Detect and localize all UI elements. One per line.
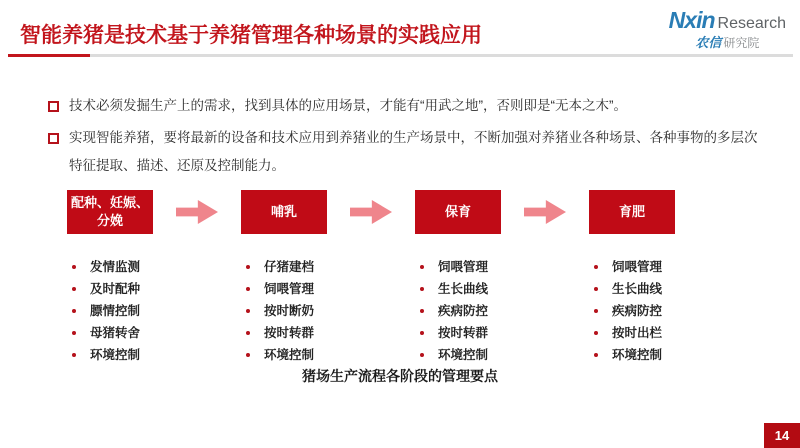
list-item <box>420 300 522 322</box>
flow-stage <box>46 190 174 366</box>
logo-brand-cn-suffix: 研究院 <box>723 36 760 51</box>
list-item-text: 生长曲线 <box>438 282 489 296</box>
dot-bullet-icon <box>420 309 424 313</box>
dot-bullet-icon <box>246 265 250 269</box>
flow-stage <box>394 190 522 366</box>
title-underline-red-segment <box>8 54 90 57</box>
arrow-right-icon <box>176 200 218 224</box>
list-item-text: 按时转群 <box>264 326 315 340</box>
list-item <box>72 322 174 344</box>
stage-box <box>67 190 153 234</box>
list-item-text: 疾病防控 <box>612 304 663 318</box>
list-item <box>420 322 522 344</box>
dot-bullet-icon <box>420 287 424 291</box>
list-item <box>594 300 696 322</box>
dot-bullet-icon <box>72 309 76 313</box>
logo-line-cn <box>669 34 786 52</box>
stage-label: 配种、妊娠、 <box>70 194 149 210</box>
arrow-right-icon <box>524 200 566 224</box>
list-item <box>420 278 522 300</box>
stage-label: 分娩 <box>96 213 123 228</box>
dot-bullet-icon <box>594 309 598 313</box>
list-item-text: 疾病防控 <box>438 304 489 318</box>
dot-bullet-icon <box>594 265 598 269</box>
dot-bullet-icon <box>246 353 250 357</box>
list-item <box>594 256 696 278</box>
list-item <box>72 344 174 366</box>
stage-label: 保育 <box>444 203 471 219</box>
logo-brand-cn: 农信 <box>695 35 722 51</box>
list-item-text: 膘情控制 <box>90 304 141 318</box>
list-item-text: 仔猪建档 <box>264 260 315 274</box>
stage-item-list <box>394 256 522 366</box>
list-item <box>420 256 522 278</box>
arrow-right-icon <box>350 200 392 224</box>
list-item-text: 饲喂管理 <box>612 260 663 274</box>
dot-bullet-icon <box>246 331 250 335</box>
flow-stage <box>568 190 696 366</box>
bullet-text: 技术必须发掘生产上的需求，找到具体的应用场景，才能有“用武之地”，否则即是“无本之木”。 <box>69 98 627 113</box>
flow-stage <box>220 190 348 366</box>
nxin-research-logo <box>669 8 786 52</box>
dot-bullet-icon <box>420 331 424 335</box>
stage-box <box>241 190 327 234</box>
list-item <box>72 256 174 278</box>
list-item <box>594 344 696 366</box>
dot-bullet-icon <box>594 353 598 357</box>
page-number-badge: 14 <box>764 423 800 448</box>
square-bullet-icon <box>48 133 59 144</box>
stage-box <box>589 190 675 234</box>
logo-line-en <box>669 8 786 33</box>
list-item-text: 生长曲线 <box>612 282 663 296</box>
list-item-text: 环境控制 <box>90 348 141 362</box>
list-item-text: 按时出栏 <box>612 326 663 340</box>
list-item-text: 环境控制 <box>438 348 489 362</box>
flow-diagram <box>46 190 696 366</box>
list-item <box>594 322 696 344</box>
bullet-item <box>48 124 760 180</box>
list-item <box>246 322 348 344</box>
list-item-text: 按时断奶 <box>264 304 315 318</box>
list-item <box>72 300 174 322</box>
logo-brand-nxin: Nxin <box>668 7 715 33</box>
list-item-text: 饲喂管理 <box>264 282 315 296</box>
dot-bullet-icon <box>246 287 250 291</box>
list-item-text: 环境控制 <box>264 348 315 362</box>
flow-caption: 猪场生产流程各阶段的管理要点 <box>302 368 498 384</box>
bullet-list <box>48 92 760 184</box>
dot-bullet-icon <box>420 353 424 357</box>
stage-item-list <box>220 256 348 366</box>
stage-item-list <box>46 256 174 366</box>
list-item <box>72 278 174 300</box>
stage-item-list <box>568 256 696 366</box>
dot-bullet-icon <box>594 287 598 291</box>
page-title: 智能养猪是技术基于养猪管理各种场景的实践应用 <box>20 24 482 47</box>
list-item <box>594 278 696 300</box>
list-item <box>246 278 348 300</box>
dot-bullet-icon <box>594 331 598 335</box>
flow-arrow <box>174 190 220 366</box>
list-item-text: 环境控制 <box>612 348 663 362</box>
title-underline-gray-segment <box>90 54 793 57</box>
dot-bullet-icon <box>246 309 250 313</box>
dot-bullet-icon <box>420 265 424 269</box>
list-item-text: 饲喂管理 <box>438 260 489 274</box>
dot-bullet-icon <box>72 265 76 269</box>
flow-arrow <box>522 190 568 366</box>
list-item <box>246 256 348 278</box>
list-item-text: 母猪转舍 <box>90 326 141 340</box>
stage-label: 哺乳 <box>270 203 297 219</box>
dot-bullet-icon <box>72 353 76 357</box>
list-item <box>420 344 522 366</box>
bullet-item <box>48 92 760 120</box>
list-item-text: 发情监测 <box>90 260 141 274</box>
square-bullet-icon <box>48 101 59 112</box>
list-item-text: 按时转群 <box>438 326 489 340</box>
logo-brand-research: Research <box>717 15 786 32</box>
list-item <box>246 344 348 366</box>
flow-arrow <box>348 190 394 366</box>
bullet-text: 实现智能养猪，要将最新的设备和技术应用到养猪业的生产场景中，不断加强对养猪业各种场景、各种事物的多层次特征提取、描述、还原及控制能力。 <box>69 130 758 173</box>
list-item <box>246 300 348 322</box>
stage-label: 育肥 <box>618 203 645 219</box>
stage-box <box>415 190 501 234</box>
dot-bullet-icon <box>72 287 76 291</box>
dot-bullet-icon <box>72 331 76 335</box>
list-item-text: 及时配种 <box>90 282 141 296</box>
